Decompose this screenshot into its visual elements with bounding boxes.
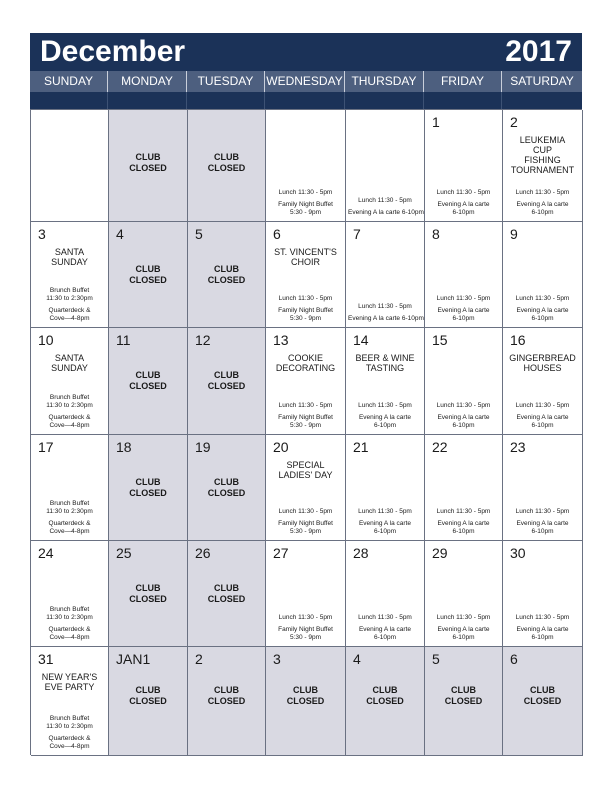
day-cell bbox=[266, 328, 346, 435]
day-number: 20 bbox=[273, 439, 289, 455]
hours-line: 6-10pm bbox=[373, 634, 397, 641]
day-number: 29 bbox=[432, 545, 448, 561]
hours-info bbox=[505, 508, 580, 536]
club-closed-label: CLUB CLOSED bbox=[286, 685, 325, 706]
hours-line: Evening A la carte bbox=[437, 626, 490, 633]
hours-info bbox=[348, 303, 422, 323]
day-number: 4 bbox=[116, 226, 124, 242]
hours-info bbox=[348, 197, 422, 217]
day-number: 28 bbox=[353, 545, 369, 561]
hours-line: Family Night Buffet bbox=[278, 201, 333, 208]
day-number: 6 bbox=[273, 226, 281, 242]
hours-line: Brunch Buffet bbox=[49, 394, 90, 401]
hours-info bbox=[505, 189, 580, 217]
hours-line: 5:30 - 9pm bbox=[289, 634, 322, 641]
hours-line: Lunch 11:30 - 5pm bbox=[358, 197, 412, 204]
day-number: 31 bbox=[38, 651, 54, 667]
hours-line: Evening A la carte bbox=[437, 201, 490, 208]
hours-line: 5:30 - 9pm bbox=[289, 528, 322, 535]
day-cell bbox=[503, 110, 583, 222]
day-number: 14 bbox=[353, 332, 369, 348]
hours-line: Lunch 11:30 - 5pm bbox=[515, 295, 570, 302]
club-closed-label: CLUB CLOSED bbox=[207, 264, 246, 285]
club-closed-label: CLUB CLOSED bbox=[129, 152, 167, 173]
hours-line: Lunch 11:30 - 5pm bbox=[278, 614, 333, 621]
weekday-sunday: SUNDAY bbox=[30, 71, 108, 92]
day-number: 3 bbox=[273, 651, 281, 667]
hours-line: Brunch Buffet bbox=[49, 287, 90, 294]
hours-line: Lunch 11:30 - 5pm bbox=[278, 402, 333, 409]
day-number: 13 bbox=[273, 332, 289, 348]
day-cell bbox=[109, 110, 188, 222]
day-cell bbox=[425, 541, 503, 647]
hours-line: Cove—4-8pm bbox=[49, 315, 90, 322]
day-cell bbox=[109, 435, 188, 541]
year-title: 2017 bbox=[505, 35, 572, 68]
hours-line: 6-10pm bbox=[452, 634, 475, 641]
hours-info bbox=[427, 508, 500, 536]
hours-line: Evening A la carte bbox=[437, 520, 490, 527]
day-cell bbox=[109, 328, 188, 435]
event-title: SPECIAL LADIES' DAY bbox=[278, 460, 333, 480]
hours-line: 6-10pm bbox=[531, 528, 554, 535]
hours-line: Cove—4-8pm bbox=[49, 634, 90, 641]
day-cell bbox=[503, 541, 583, 647]
hours-line: Evening A la carte bbox=[516, 520, 569, 527]
hours-info bbox=[427, 614, 500, 642]
hours-line: Lunch 11:30 - 5pm bbox=[436, 508, 491, 515]
day-cell bbox=[188, 541, 266, 647]
hours-line: Evening A la carte bbox=[516, 414, 569, 421]
hours-line: Quarterdeck & bbox=[48, 414, 91, 421]
day-number: 2 bbox=[510, 114, 518, 130]
hours-line: 6-10pm bbox=[531, 422, 554, 429]
hours-line: Lunch 11:30 - 5pm bbox=[515, 189, 570, 196]
hours-line: 11:30 to 2:30pm bbox=[46, 508, 93, 515]
day-cell bbox=[503, 647, 583, 756]
hours-line: Brunch Buffet bbox=[49, 606, 90, 613]
day-cell bbox=[188, 110, 266, 222]
club-closed-label: CLUB CLOSED bbox=[129, 583, 167, 604]
day-cell bbox=[31, 222, 109, 328]
event-title: BEER & WINE TASTING bbox=[355, 353, 415, 373]
hours-line: Quarterdeck & bbox=[48, 626, 91, 633]
hours-line: Lunch 11:30 - 5pm bbox=[358, 508, 412, 515]
hours-line: 5:30 - 9pm bbox=[289, 422, 322, 429]
day-cell bbox=[266, 647, 346, 756]
hours-line: Family Night Buffet bbox=[278, 626, 333, 633]
hours-line: Lunch 11:30 - 5pm bbox=[278, 508, 333, 515]
event-title: SANTA SUNDAY bbox=[51, 353, 88, 373]
hours-line: Evening A la carte bbox=[516, 201, 569, 208]
day-cell bbox=[425, 222, 503, 328]
day-cell bbox=[425, 435, 503, 541]
club-closed-label: CLUB CLOSED bbox=[129, 685, 167, 706]
weekday-friday: FRIDAY bbox=[424, 71, 502, 92]
weekday-thursday: THURSDAY bbox=[345, 71, 424, 92]
hours-info bbox=[268, 402, 343, 430]
day-number: 11 bbox=[116, 332, 131, 348]
hours-line: 6-10pm bbox=[373, 528, 397, 535]
day-cell bbox=[188, 647, 266, 756]
hours-line: Evening A la carte bbox=[358, 414, 412, 421]
day-cell bbox=[31, 110, 109, 222]
day-cell bbox=[31, 435, 109, 541]
hours-line: Lunch 11:30 - 5pm bbox=[358, 402, 412, 409]
hours-line: Lunch 11:30 - 5pm bbox=[278, 189, 333, 196]
hours-info bbox=[348, 402, 422, 430]
hours-line: 5:30 - 9pm bbox=[289, 315, 322, 322]
event-title: ST. VINCENT'S CHOIR bbox=[274, 247, 337, 267]
club-closed-label: CLUB CLOSED bbox=[207, 685, 246, 706]
hours-line: 5:30 - 9pm bbox=[289, 209, 322, 216]
weekday-wednesday: WEDNESDAY bbox=[265, 71, 345, 92]
event-title: GINGERBREAD HOUSES bbox=[509, 353, 576, 373]
hours-line: 6-10pm bbox=[531, 634, 554, 641]
day-cell bbox=[266, 541, 346, 647]
day-cell bbox=[31, 541, 109, 647]
day-cell bbox=[109, 541, 188, 647]
day-cell bbox=[503, 328, 583, 435]
hours-info bbox=[427, 189, 500, 217]
hours-line: Lunch 11:30 - 5pm bbox=[278, 295, 333, 302]
header-band bbox=[30, 92, 582, 109]
day-cell bbox=[31, 647, 109, 756]
club-closed-label: CLUB CLOSED bbox=[129, 477, 167, 498]
hours-line: Cove—4-8pm bbox=[49, 422, 90, 429]
day-cell bbox=[425, 110, 503, 222]
hours-line: Lunch 11:30 - 5pm bbox=[436, 614, 491, 621]
club-closed-label: CLUB CLOSED bbox=[129, 370, 167, 391]
day-cell bbox=[109, 647, 188, 756]
club-closed-label: CLUB CLOSED bbox=[523, 685, 562, 706]
hours-line: Evening A la carte bbox=[358, 626, 412, 633]
day-number: JAN1 bbox=[116, 651, 151, 667]
hours-info bbox=[427, 295, 500, 323]
weekday-tuesday: TUESDAY bbox=[187, 71, 265, 92]
hours-line: Family Night Buffet bbox=[278, 414, 333, 421]
hours-line: Cove—4-8pm bbox=[49, 528, 90, 535]
day-number: 3 bbox=[38, 226, 46, 242]
day-cell bbox=[503, 222, 583, 328]
day-cell bbox=[346, 435, 425, 541]
hours-line: Quarterdeck & bbox=[48, 307, 91, 314]
hours-info bbox=[427, 402, 500, 430]
day-number: 30 bbox=[510, 545, 526, 561]
month-title: December bbox=[40, 35, 186, 68]
club-closed-label: CLUB CLOSED bbox=[129, 264, 167, 285]
day-number: 1 bbox=[432, 114, 440, 130]
day-number: 2 bbox=[195, 651, 203, 667]
day-cell bbox=[346, 110, 425, 222]
hours-line: Quarterdeck & bbox=[48, 735, 91, 742]
day-number: 7 bbox=[353, 226, 361, 242]
hours-info bbox=[268, 189, 343, 217]
event-title: COOKIE DECORATING bbox=[275, 353, 336, 373]
day-number: 8 bbox=[432, 226, 440, 242]
event-title: NEW YEAR'S EVE PARTY bbox=[41, 672, 98, 692]
day-number: 9 bbox=[510, 226, 518, 242]
day-number: 22 bbox=[432, 439, 448, 455]
hours-line: Lunch 11:30 - 5pm bbox=[436, 189, 491, 196]
day-cell bbox=[109, 222, 188, 328]
day-number: 15 bbox=[432, 332, 448, 348]
hours-line: Lunch 11:30 - 5pm bbox=[358, 614, 412, 621]
hours-line: 6-10pm bbox=[531, 315, 554, 322]
hours-info bbox=[505, 402, 580, 430]
day-cell bbox=[266, 435, 346, 541]
day-number: 5 bbox=[195, 226, 203, 242]
hours-info bbox=[268, 614, 343, 642]
day-number: 26 bbox=[195, 545, 211, 561]
club-closed-label: CLUB CLOSED bbox=[366, 685, 404, 706]
hours-info bbox=[348, 614, 422, 642]
hours-info bbox=[33, 606, 106, 642]
hours-line: 6-10pm bbox=[373, 422, 397, 429]
day-number: 27 bbox=[273, 545, 289, 561]
hours-info bbox=[505, 295, 580, 323]
day-cell bbox=[346, 222, 425, 328]
hours-line: Lunch 11:30 - 5pm bbox=[436, 295, 491, 302]
hours-line: Lunch 11:30 - 5pm bbox=[436, 402, 491, 409]
day-number: 23 bbox=[510, 439, 526, 455]
day-number: 12 bbox=[195, 332, 211, 348]
hours-line: 6-10pm bbox=[452, 315, 475, 322]
hours-line: 6-10pm bbox=[452, 422, 475, 429]
hours-info bbox=[268, 295, 343, 323]
hours-line: Lunch 11:30 - 5pm bbox=[358, 303, 412, 310]
event-title: LEUKEMIA CUP FISHING TOURNAMENT bbox=[510, 135, 575, 175]
hours-info bbox=[505, 614, 580, 642]
weekday-monday: MONDAY bbox=[108, 71, 187, 92]
day-number: 21 bbox=[353, 439, 369, 455]
club-closed-label: CLUB CLOSED bbox=[207, 583, 246, 604]
day-number: 6 bbox=[510, 651, 518, 667]
weekday-saturday: SATURDAY bbox=[510, 74, 574, 88]
hours-line: 11:30 to 2:30pm bbox=[46, 402, 93, 409]
hours-line: Evening A la carte bbox=[516, 307, 569, 314]
day-cell bbox=[346, 647, 425, 756]
hours-line: Evening A la carte 6-10pm bbox=[348, 315, 424, 322]
hours-line: Family Night Buffet bbox=[278, 307, 333, 314]
day-number: 19 bbox=[195, 439, 211, 455]
hours-info bbox=[33, 500, 106, 536]
hours-info bbox=[348, 508, 422, 536]
club-closed-label: CLUB CLOSED bbox=[207, 477, 246, 498]
hours-line: 11:30 to 2:30pm bbox=[46, 614, 93, 621]
day-cell bbox=[425, 647, 503, 756]
hours-line: Evening A la carte bbox=[437, 307, 490, 314]
day-cell bbox=[346, 541, 425, 647]
hours-line: 11:30 to 2:30pm bbox=[46, 295, 93, 302]
calendar-header bbox=[30, 33, 582, 71]
day-cell bbox=[266, 110, 346, 222]
day-number: 25 bbox=[116, 545, 132, 561]
day-cell bbox=[188, 328, 266, 435]
hours-line: Evening A la carte 6-10pm bbox=[348, 209, 424, 216]
hours-line: Evening A la carte bbox=[516, 626, 569, 633]
day-cell bbox=[503, 435, 583, 541]
calendar-grid bbox=[30, 109, 582, 755]
day-cell bbox=[31, 328, 109, 435]
day-number: 24 bbox=[38, 545, 54, 561]
club-closed-label: CLUB CLOSED bbox=[207, 152, 246, 173]
hours-line: Brunch Buffet bbox=[49, 715, 90, 722]
day-cell bbox=[188, 222, 266, 328]
hours-line: Evening A la carte bbox=[437, 414, 490, 421]
hours-info bbox=[268, 508, 343, 536]
day-number: 17 bbox=[38, 439, 54, 455]
hours-line: Family Night Buffet bbox=[278, 520, 333, 527]
hours-line: Quarterdeck & bbox=[48, 520, 91, 527]
hours-line: Evening A la carte bbox=[358, 520, 412, 527]
hours-line: Lunch 11:30 - 5pm bbox=[515, 402, 570, 409]
hours-info bbox=[33, 287, 106, 323]
hours-line: Cove—4-8pm bbox=[49, 743, 90, 750]
hours-line: Lunch 11:30 - 5pm bbox=[515, 614, 570, 621]
club-closed-label: CLUB CLOSED bbox=[207, 370, 246, 391]
day-cell bbox=[346, 328, 425, 435]
day-cell bbox=[188, 435, 266, 541]
hours-info bbox=[33, 394, 106, 430]
hours-line: Lunch 11:30 - 5pm bbox=[515, 508, 570, 515]
hours-line: 6-10pm bbox=[452, 528, 475, 535]
club-closed-label: CLUB CLOSED bbox=[444, 685, 483, 706]
weekday-row bbox=[30, 71, 582, 92]
event-title: SANTA SUNDAY bbox=[51, 247, 88, 267]
hours-info bbox=[33, 715, 106, 751]
hours-line: 6-10pm bbox=[452, 209, 475, 216]
day-number: 16 bbox=[510, 332, 526, 348]
day-number: 18 bbox=[116, 439, 132, 455]
day-cell bbox=[266, 222, 346, 328]
hours-line: 6-10pm bbox=[531, 209, 554, 216]
day-cell bbox=[425, 328, 503, 435]
hours-line: 11:30 to 2:30pm bbox=[46, 723, 93, 730]
day-number: 4 bbox=[353, 651, 361, 667]
day-number: 10 bbox=[38, 332, 54, 348]
hours-line: Brunch Buffet bbox=[49, 500, 90, 507]
day-number: 5 bbox=[432, 651, 440, 667]
